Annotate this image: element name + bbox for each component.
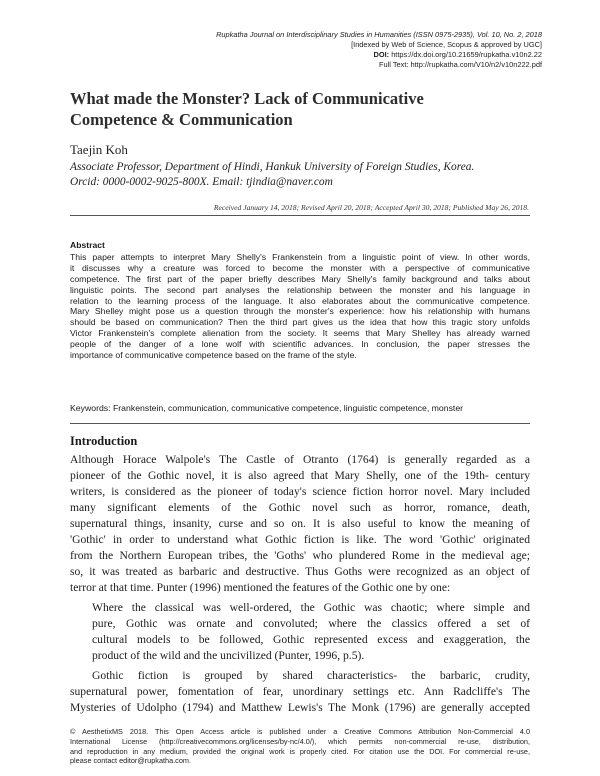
footer-line: © AesthetixMS 2018. This Open Access article is published under a Creative Commons Attribution Non-Commercial 4.0 [70,727,530,736]
keywords-value: : Frankenstein, communication, communicative competence, linguistic competence, monster [108,403,464,413]
journal-title-line: Rupkatha Journal on Interdisciplinary Studies in Humanities (ISSN 0975-2935), Vol. 10, No. 2, 2018 [216,30,542,39]
doi-line [122,50,542,60]
author-affiliation [70,160,540,190]
fulltext-link[interactable]: Full Text: http://rupkatha.com/V10/n2/v10n222.pdf [379,60,542,69]
affiliation-line: Associate Professor, Department of Hindi, Hankuk University of Foreign Studies, Korea. [70,161,475,173]
title-line-1: What made the Monster? Lack of Communicative [70,89,424,108]
paragraph-line: 'Gothic' in order to understand what Gothic fiction is like. The word 'Gothic' originated [70,533,530,546]
paragraph-line: Gothic fiction is grouped by shared characteristics- the barbaric, crudity, [92,669,530,682]
abstract-line: it discusses why a creature was forced to become the monster with a perspective of communicative [70,262,530,273]
title-line-2: Competence & Communication [70,110,293,129]
paragraph-line: so, it was treated as barbaric and destructive. Thus Goths were recognized as an object of [70,565,530,578]
paragraph-line: many significant elements of the Gothic novel such as horror, romance, death, [70,501,530,514]
abstract-line: linguistic points. The second part analyses the relationship between the monster and his language in [70,284,530,295]
paragraph-line: supernatural power, fomentation of fear, unordinary settings etc. Ann Radcliffe's The [70,685,530,698]
orcid-email-line: Orcid: 0000-0002-9025-800X. Email: tjindia@naver.com [70,176,333,188]
journal-header [122,30,542,70]
paragraph-line: from the Northern European tribes, the 'Goths' who plundered Rome in the medieval age; [70,549,530,562]
publication-dates: Received January 14, 2018; Revised April 20, 2018; Accepted April 30, 2018; Published May 26, 2018. [213,203,529,212]
abstract-line: importance of communicative competence based on the frame of the style. [70,350,357,361]
license-footer [70,727,530,766]
abstract-line: should be based on communication? Then the third part gives us the idea that how this tragic story unfolds [70,317,530,328]
abstract-heading: Abstract [70,240,105,250]
block-quote-line: product of the wild and the uncivilized (Punter, 1996, p.5). [92,649,365,662]
paragraph-line: terror at that time. Punter (1996) mentioned the features of the Gothic one by one: [70,581,451,594]
article-title [70,88,540,130]
abstract-line: relation to the learning process of the language. It also elaborates about the communicative competence. [70,295,530,306]
abstract-line: This paper attempts to interpret Mary Shelly's Frankenstein from a linguistic point of view. In other words, [70,252,530,262]
doi-label: DOI: [373,50,390,59]
paragraph-line: Although Horace Walpole's The Castle of Otranto (1764) is generally regarded as a [70,453,530,466]
introduction-body [70,452,530,716]
footer-line: and reproduction in any medium, provided the original work is properly cited. For citation use the DOI. For commercial re-use, [70,746,530,756]
index-line: [Indexed by Web of Science, Scopus & approved by UGC] [351,40,542,49]
author-name: Taejin Koh [70,142,128,157]
paragraph-line: supernatural things, insanity, curse and so on. It is also useful to know the meaning of [70,517,530,530]
abstract-line: Victor Frankenstein's complete alienation from the society. It seems that Mary Shelley has already warned [70,328,530,339]
paragraph-line: writers, is considered as the pioneer of today's science fiction horror novel. Mary included [70,485,530,498]
abstract-line: competence. The first part of the paper briefly describes Mary Shelly's family background and talks about [70,273,530,284]
abstract-body [70,252,530,361]
footer-line: please contact editor@rupkatha.com. [70,756,191,766]
keywords [70,403,530,413]
keywords-label: Keywords [70,403,109,413]
doi-link[interactable]: https://dx.doi.org/10.21659/rupkatha.v10n2.22 [389,50,542,59]
block-quote-line: Where the classical was well-ordered, the Gothic was chaotic; where simple and [92,601,530,614]
divider-top [70,215,530,216]
block-quote-line: cultural models to be followed, Gothic represented excess and exaggeration, the [92,633,530,646]
paragraph-line: Mysteries of Udolpho (1794) and Matthew Lewis's The Monk (1796) are generally accepted [70,701,530,714]
abstract-line: Mary Shelley might pose us a question through the monster's experience: how his relationship with humans [70,306,530,317]
block-quote-line: pure, Gothic was ornate and convoluted; where the classics offered a set of [92,617,530,630]
paragraph-line: pioneer of the Gothic novel, it is also agreed that Mary Shelly, one of the 19th- century [70,469,530,482]
divider-bottom [70,423,530,424]
introduction-heading: Introduction [70,434,138,448]
footer-line: International License (http://creativecommons.org/licenses/by-nc/4.0/), which permits non-commercial re-use, distribution, [70,736,530,746]
abstract-line: people of the danger of a lone wolf with scientific advances. In conclusion, the paper stresses the [70,339,530,350]
